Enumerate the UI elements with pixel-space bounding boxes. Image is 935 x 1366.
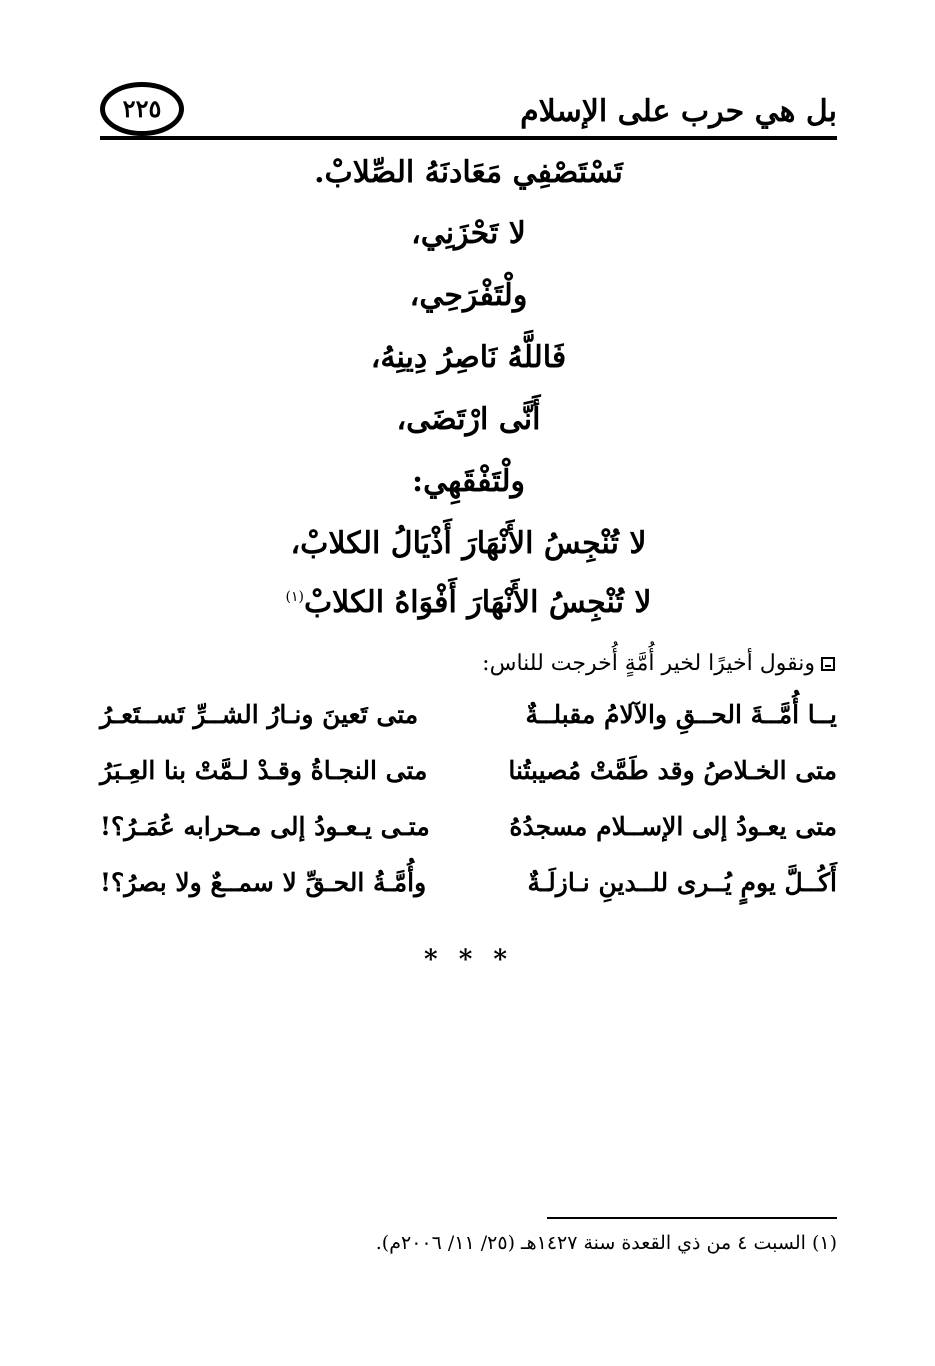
couplet — [100, 868, 837, 924]
poem-line: لا تُنْجِسُ الأَنْهَارَ أَذْيَالُ الكلابْ، — [290, 526, 647, 561]
couplets-block — [100, 700, 837, 924]
poem-line: ولْتَفْقَهِي: — [412, 464, 525, 499]
page-number: ٢٢٥ — [122, 94, 162, 123]
second-hemistich: متى تَعينَ ونـارُ الشــرِّ تَســتَعـرُ — [100, 700, 419, 729]
footnote-reference[interactable]: (١) — [285, 589, 304, 605]
running-title: بل هي حرب على الإسلام — [520, 94, 837, 129]
poem-line-with-footnote — [100, 585, 837, 621]
page-header — [100, 78, 837, 140]
second-hemistich: متى النجـاةُ وقـدْ لـمَّتْ بنا العِـبَرُ — [100, 756, 428, 785]
footnote-rule — [547, 1217, 837, 1219]
first-hemistich: أَكُــلَّ يومٍ يُــرى للــدينِ نـازلَـةٌ — [527, 868, 837, 897]
header-rule — [100, 136, 837, 140]
first-hemistich: متى يعـودُ إلى الإســلام مسجدُهُ — [509, 812, 837, 841]
first-hemistich: يــا أُمَّــةَ الحــقِ والآلامُ مقبلــةٌ — [525, 700, 837, 729]
poem-line: فَاللَّهُ نَاصِرُ دِينِهُ، — [370, 340, 567, 375]
poem-line: لا تَحْزَنِي، — [411, 216, 526, 251]
first-hemistich: متى الخـلاصُ وقد طَمَّتْ مُصيبتُنا — [508, 756, 837, 785]
intro-text: ونقول أخيرًا لخير أُمَّةٍ أُخرجت للناس: — [482, 651, 815, 676]
page-number-badge — [100, 82, 184, 136]
section-separator: * * * — [424, 945, 513, 975]
poem-line: أَنَّى ارْتَضَى، — [396, 402, 541, 437]
footnote: (١) السبت ٤ من ذي القعدة سنة ١٤٢٧هـ (٢٥/ ١١/ ٢٠٠٦م). — [375, 1232, 837, 1254]
poem-line: ولْتَفْرَحِي، — [409, 278, 528, 313]
poem-line-text: لا تُنْجِسُ الأَنْهَارَ أَفْوَاهُ الكلابْ — [303, 585, 652, 620]
intro-paragraph — [98, 645, 835, 682]
couplet — [100, 812, 837, 868]
paragraph-marker-icon — [821, 657, 835, 671]
couplet — [100, 756, 837, 812]
second-hemistich: وأُمَّـةُ الحـقِّ لا سمــعٌ ولا بصرُ؟! — [100, 868, 427, 897]
poem-line: تَسْتَصْفِي مَعَادنَهُ الصِّلابْ. — [314, 155, 623, 190]
second-hemistich: متـى يـعـودُ إلى مـحرابه عُمَـرُ؟! — [100, 812, 430, 841]
couplet — [100, 700, 837, 756]
